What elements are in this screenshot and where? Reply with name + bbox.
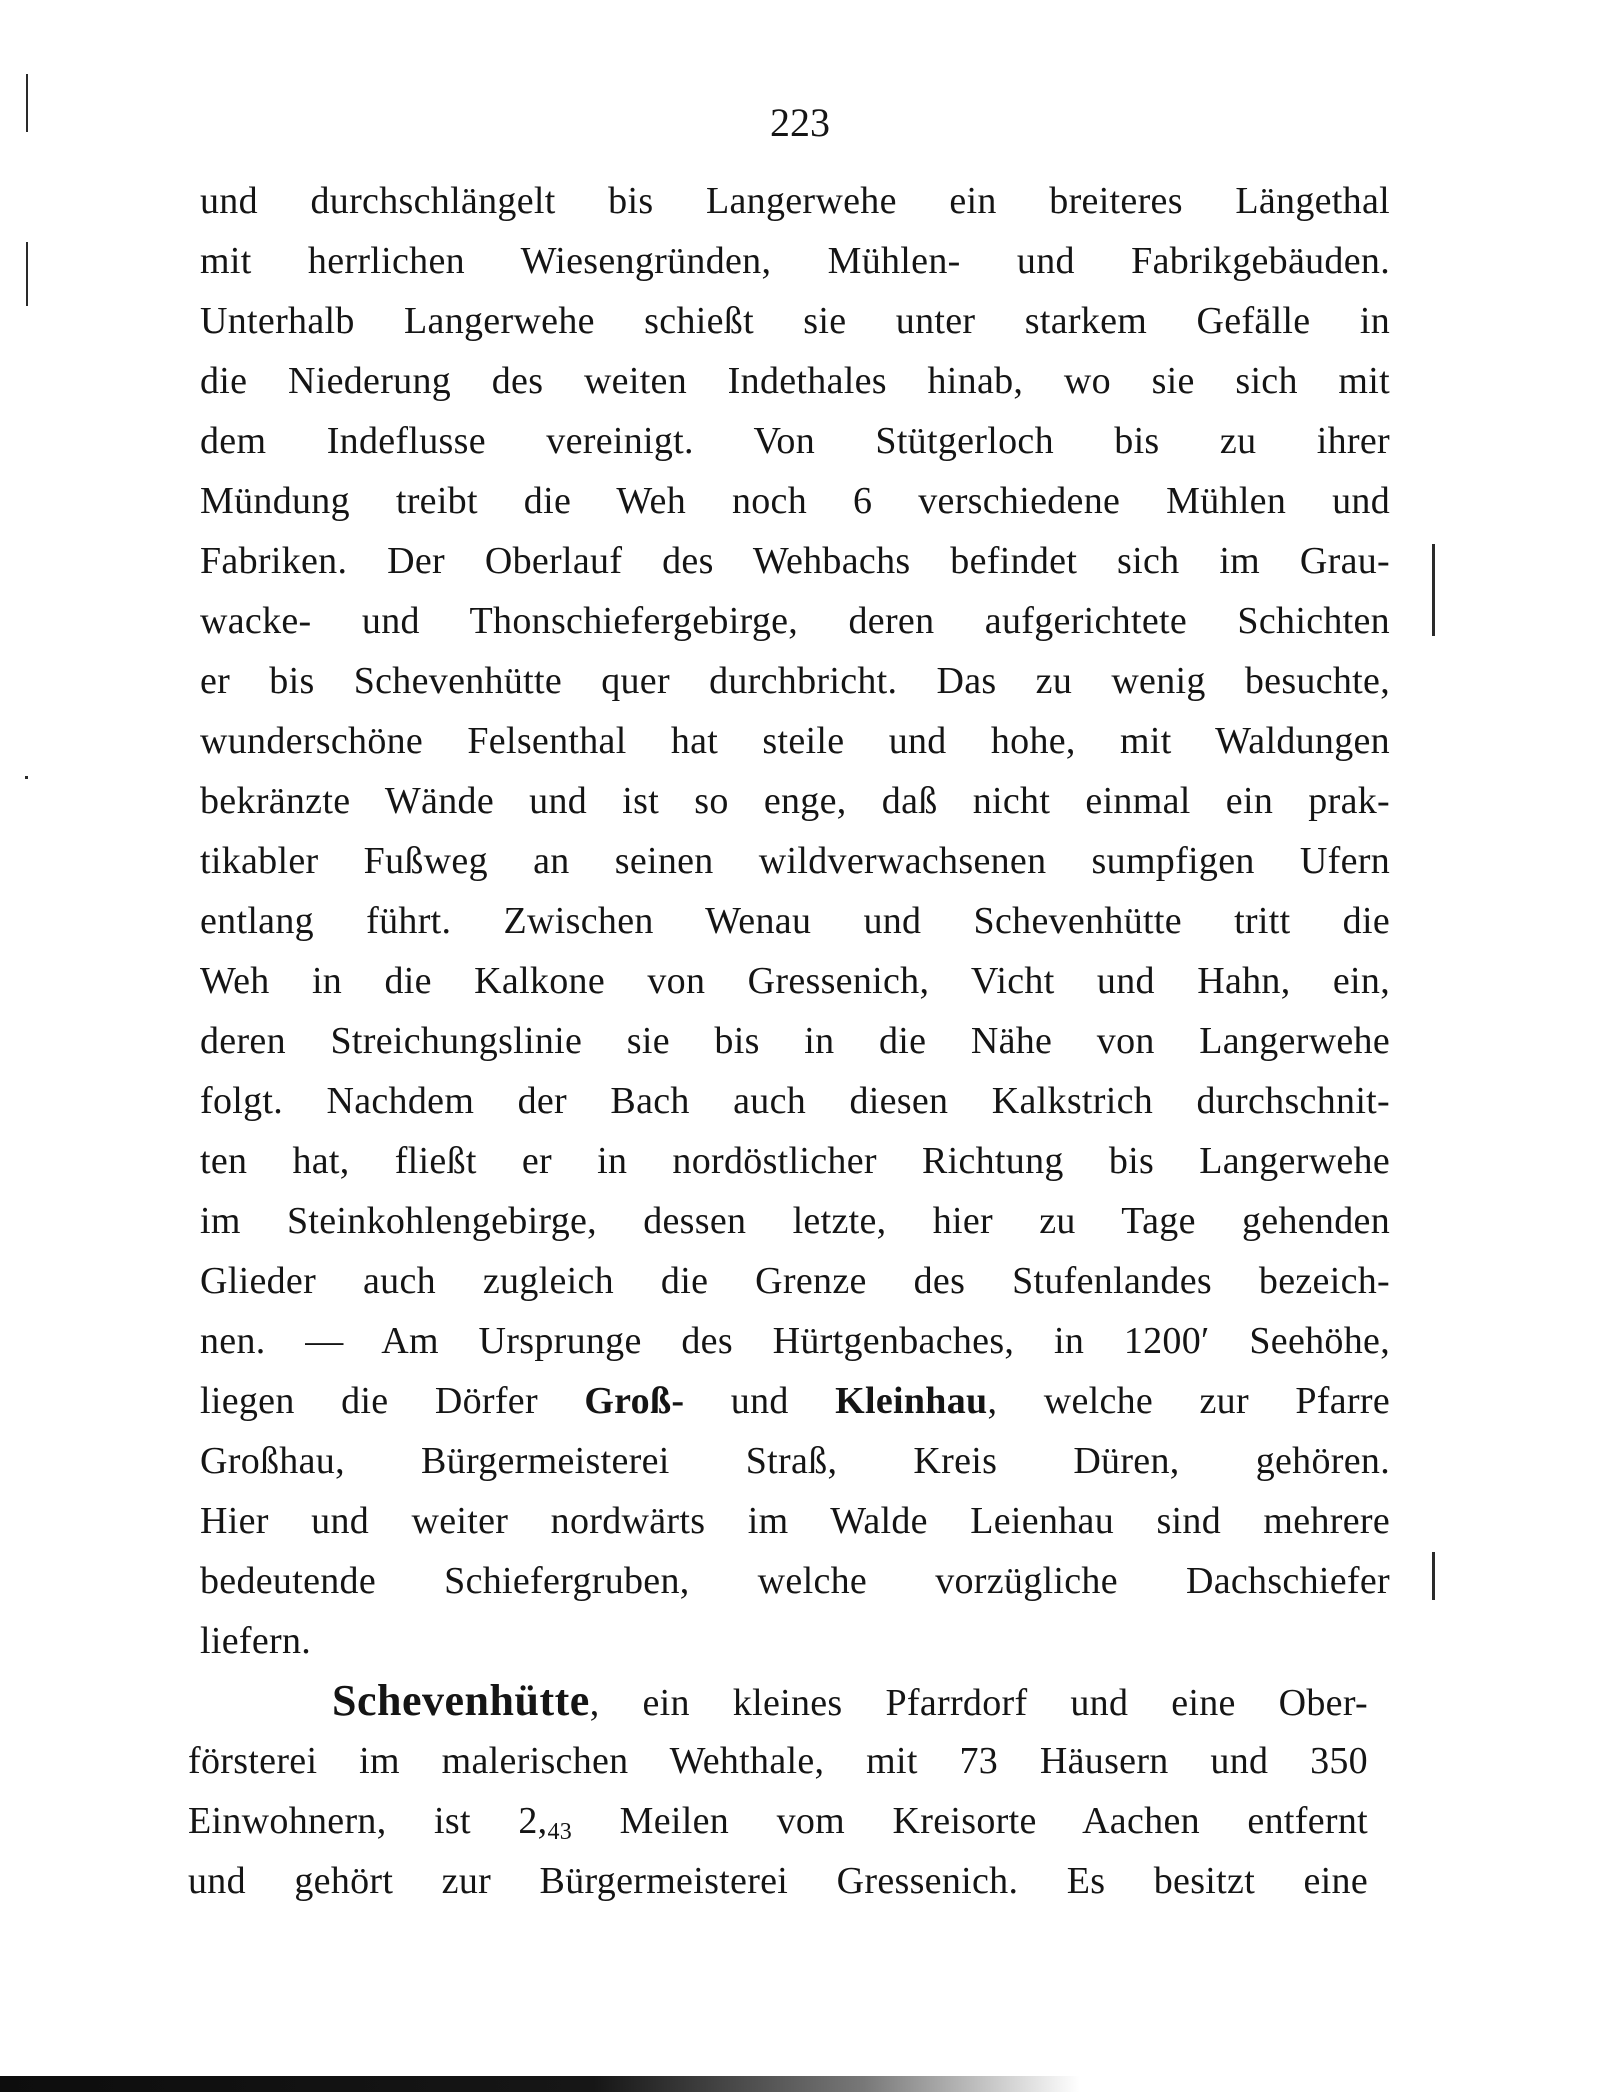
- text-line: nen. — Am Ursprunge des Hürtgenbaches, in 1200′ Seehöhe,: [200, 1320, 1390, 1362]
- text-line: bedeutende Schiefergruben, welche vorzügliche Dachschiefer: [200, 1560, 1390, 1602]
- bold-place-name: Kleinhau: [835, 1380, 988, 1422]
- text-line: bekränzte Wände und ist so enge, daß nicht einmal ein prak-: [200, 780, 1390, 822]
- text-line: Großhau, Bürgermeisterei Straß, Kreis Düren, gehören.: [200, 1440, 1390, 1482]
- text-segment: und: [684, 1380, 836, 1422]
- page-number: 223: [770, 100, 830, 145]
- text-line: und durchschlängelt bis Langerwehe ein breiteres Längethal: [200, 180, 1390, 222]
- scan-margin-mark: [25, 776, 28, 779]
- text-line: wacke- und Thonschiefergebirge, deren aufgerichtete Schichten: [200, 600, 1390, 642]
- text-line: er bis Schevenhütte quer durchbricht. Das zu wenig besuchte,: [200, 660, 1390, 702]
- scan-margin-mark: [1432, 1552, 1435, 1600]
- text-line: Fabriken. Der Oberlauf des Wehbachs befindet sich im Grau-: [200, 540, 1390, 582]
- paragraph-1: [200, 171, 1390, 1671]
- text-segment: liegen die Dörfer: [200, 1380, 585, 1422]
- subscript-number: 43: [547, 1819, 573, 1845]
- text-line: Weh in die Kalkone von Gressenich, Vicht und Hahn, ein,: [200, 960, 1390, 1002]
- text-segment: Einwohnern, ist 2,: [188, 1800, 548, 1842]
- entry-heading: Schevenhütte: [332, 1676, 590, 1725]
- text-line: wunderschöne Felsenthal hat steile und hohe, mit Waldungen: [200, 720, 1390, 762]
- text-line: Mündung treibt die Weh noch 6 verschiedene Mühlen und: [200, 480, 1390, 522]
- text-line: und gehört zur Bürgermeisterei Gressenich. Es besitzt eine: [188, 1860, 1368, 1902]
- scan-margin-mark: [26, 74, 28, 132]
- text-line: ten hat, fließt er in nordöstlicher Richtung bis Langerwehe: [200, 1140, 1390, 1182]
- text-line: Unterhalb Langerwehe schießt sie unter starkem Gefälle in: [200, 300, 1390, 342]
- paragraph-2: [188, 1671, 1368, 1911]
- text-line: Glieder auch zugleich die Grenze des Stufenlandes bezeich-: [200, 1260, 1390, 1302]
- text-line: im Steinkohlengebirge, dessen letzte, hier zu Tage gehenden: [200, 1200, 1390, 1242]
- text-line: försterei im malerischen Wehthale, mit 73 Häusern und 350: [188, 1740, 1368, 1782]
- text-segment: , welche zur Pfarre: [987, 1380, 1390, 1422]
- text-line: liefern.: [200, 1620, 312, 1662]
- bold-place-name: Groß-: [584, 1380, 685, 1422]
- text-line: [188, 1671, 1368, 1731]
- scan-margin-mark: [1432, 544, 1435, 636]
- text-segment: Meilen vom Kreisorte Aachen entfernt: [572, 1800, 1368, 1842]
- text-line: deren Streichungslinie sie bis in die Nähe von Langerwehe: [200, 1020, 1390, 1062]
- scan-bottom-edge: [0, 2076, 1080, 2092]
- text-line: folgt. Nachdem der Bach auch diesen Kalkstrich durchschnit-: [200, 1080, 1390, 1122]
- text-line: [188, 1791, 1368, 1851]
- text-line: Hier und weiter nordwärts im Walde Leienhau sind mehrere: [200, 1500, 1390, 1542]
- text-segment: , ein kleines Pfarrdorf und eine Ober-: [589, 1682, 1368, 1724]
- text-line: dem Indeflusse vereinigt. Von Stütgerloch bis zu ihrer: [200, 420, 1390, 462]
- text-line: die Niederung des weiten Indethales hinab, wo sie sich mit: [200, 360, 1390, 402]
- text-line: entlang führt. Zwischen Wenau und Schevenhütte tritt die: [200, 900, 1390, 942]
- text-line: tikabler Fußweg an seinen wildverwachsenen sumpfigen Ufern: [200, 840, 1390, 882]
- scan-margin-mark: [26, 242, 28, 306]
- text-line: [200, 1371, 1390, 1431]
- text-line: mit herrlichen Wiesengründen, Mühlen- und Fabrikgebäuden.: [200, 240, 1390, 282]
